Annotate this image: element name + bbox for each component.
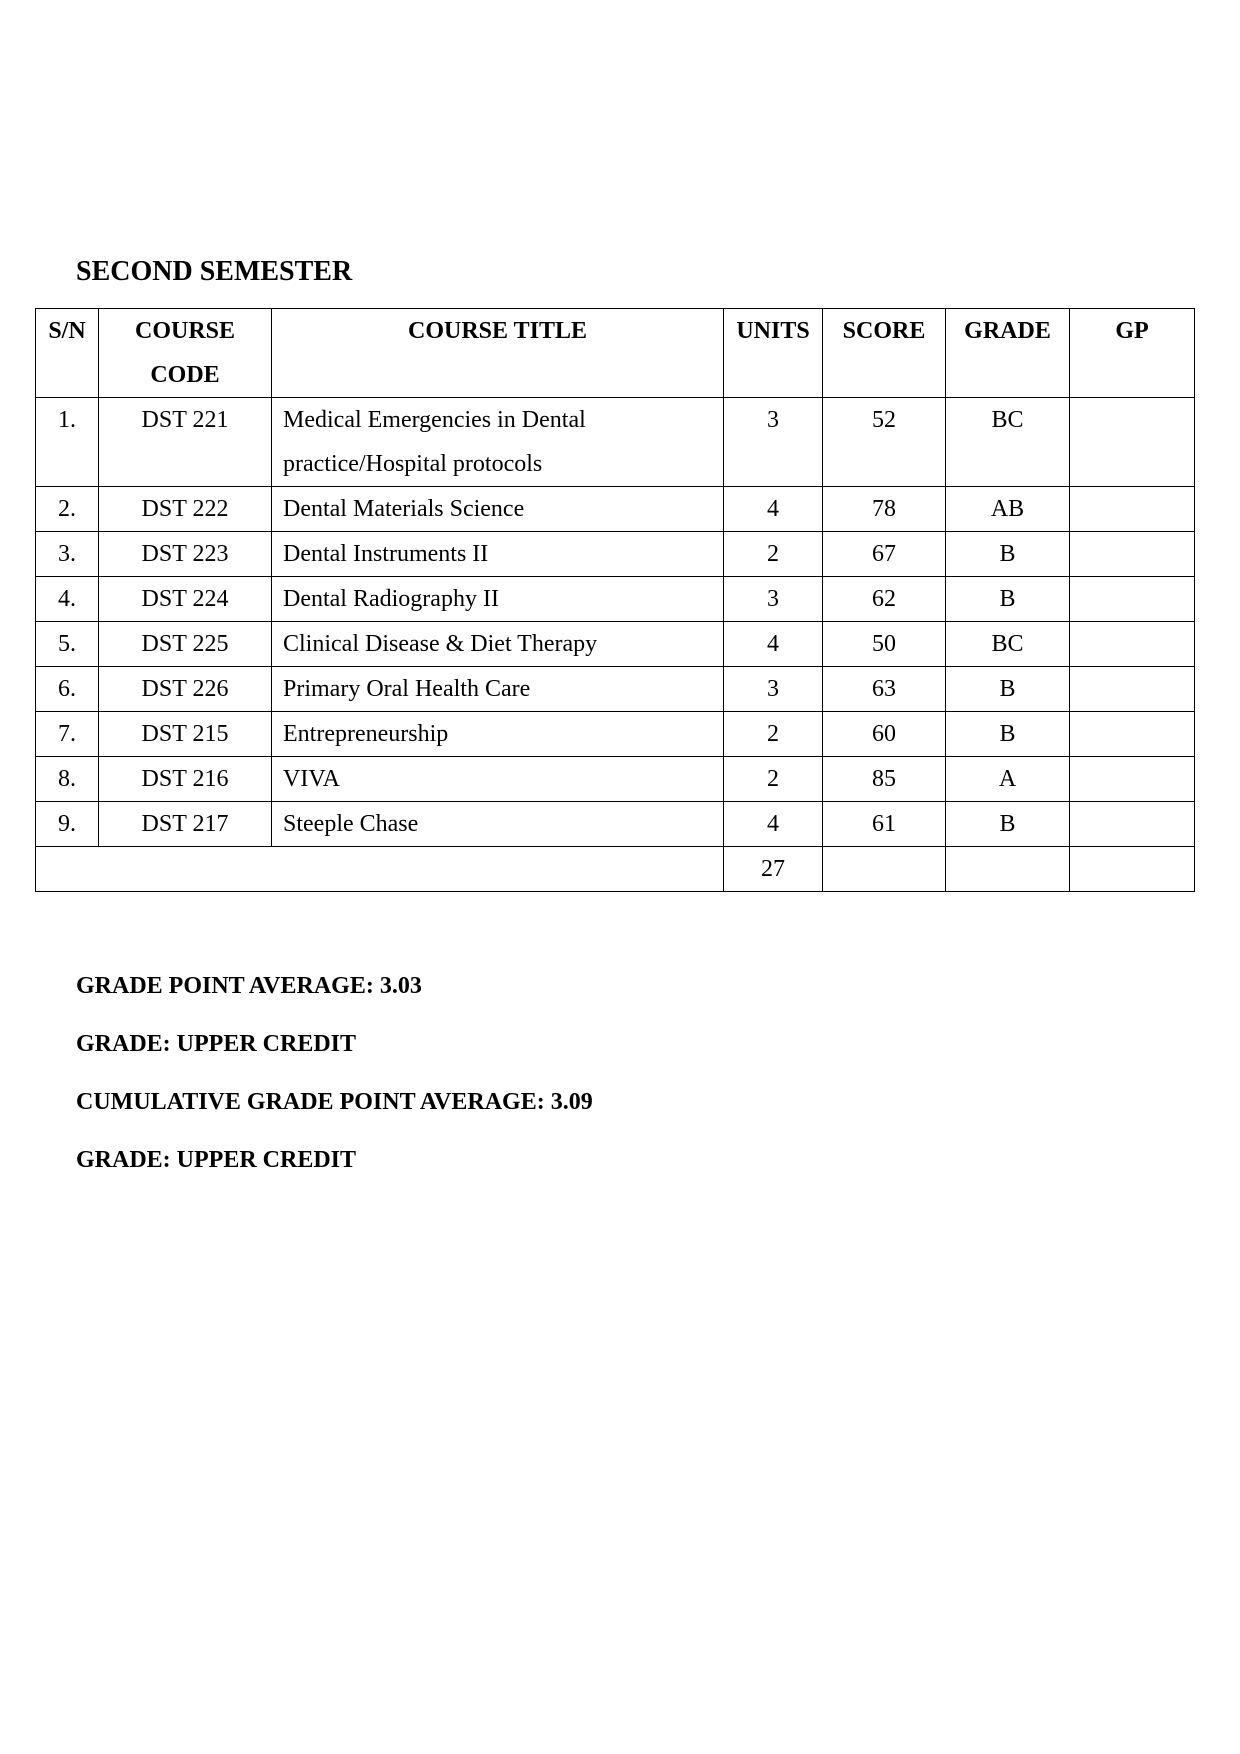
total-score-cell [823, 847, 946, 892]
row-gp [1070, 712, 1195, 757]
row-grade: AB [946, 487, 1070, 532]
row-course-title: Clinical Disease & Diet Therapy [272, 622, 724, 667]
row-sn: 8. [36, 757, 99, 802]
row-units: 2 [724, 532, 823, 577]
row-course-title: Steeple Chase [272, 802, 724, 847]
row-units: 2 [724, 757, 823, 802]
row-score: 85 [823, 757, 946, 802]
row-course-code: DST 223 [99, 532, 272, 577]
gpa-line: GRADE POINT AVERAGE: 3.03 [76, 973, 422, 999]
results-table [35, 308, 1195, 892]
row-units: 4 [724, 802, 823, 847]
row-gp [1070, 532, 1195, 577]
row-units: 4 [724, 622, 823, 667]
row-grade: B [946, 802, 1070, 847]
header-row [36, 309, 1195, 398]
table-row [36, 712, 1195, 757]
row-sn: 7. [36, 712, 99, 757]
header-sn: S/N [36, 309, 99, 398]
table-row [36, 532, 1195, 577]
row-score: 52 [823, 398, 946, 487]
header-course-title: COURSE TITLE [272, 309, 724, 398]
row-course-code: DST 216 [99, 757, 272, 802]
row-sn: 4. [36, 577, 99, 622]
row-sn: 2. [36, 487, 99, 532]
row-grade: B [946, 712, 1070, 757]
semester-heading: SECOND SEMESTER [76, 256, 353, 287]
total-row [36, 847, 1195, 892]
row-course-title: Medical Emergencies in Dental practice/Hospital protocols [272, 398, 724, 487]
row-sn: 5. [36, 622, 99, 667]
row-course-code: DST 222 [99, 487, 272, 532]
row-gp [1070, 487, 1195, 532]
row-course-code: DST 225 [99, 622, 272, 667]
row-grade: B [946, 667, 1070, 712]
row-sn: 9. [36, 802, 99, 847]
row-grade: BC [946, 622, 1070, 667]
row-course-code: DST 221 [99, 398, 272, 487]
row-units: 3 [724, 667, 823, 712]
row-score: 67 [823, 532, 946, 577]
row-course-code: DST 217 [99, 802, 272, 847]
row-gp [1070, 622, 1195, 667]
table-row [36, 622, 1195, 667]
total-gp-cell [1070, 847, 1195, 892]
header-score: SCORE [823, 309, 946, 398]
row-score: 63 [823, 667, 946, 712]
row-units: 3 [724, 398, 823, 487]
row-course-title: Entrepreneurship [272, 712, 724, 757]
row-course-code: DST 224 [99, 577, 272, 622]
row-course-title: Dental Radiography II [272, 577, 724, 622]
row-gp [1070, 802, 1195, 847]
row-grade: BC [946, 398, 1070, 487]
row-units: 4 [724, 487, 823, 532]
total-units: 27 [724, 847, 823, 892]
row-course-code: DST 226 [99, 667, 272, 712]
row-course-title: Primary Oral Health Care [272, 667, 724, 712]
row-course-code: DST 215 [99, 712, 272, 757]
row-units: 2 [724, 712, 823, 757]
total-label-cell [36, 847, 724, 892]
table-row [36, 802, 1195, 847]
row-course-title: Dental Materials Science [272, 487, 724, 532]
grade-line-1: GRADE: UPPER CREDIT [76, 1031, 357, 1057]
row-gp [1070, 577, 1195, 622]
header-units: UNITS [724, 309, 823, 398]
header-course-code: COURSE CODE [99, 309, 272, 398]
row-grade: A [946, 757, 1070, 802]
row-gp [1070, 667, 1195, 712]
total-grade-cell [946, 847, 1070, 892]
row-sn: 6. [36, 667, 99, 712]
row-score: 78 [823, 487, 946, 532]
row-sn: 3. [36, 532, 99, 577]
row-units: 3 [724, 577, 823, 622]
header-gp: GP [1070, 309, 1195, 398]
table-row [36, 667, 1195, 712]
row-grade: B [946, 532, 1070, 577]
row-gp [1070, 757, 1195, 802]
row-score: 60 [823, 712, 946, 757]
table-row [36, 577, 1195, 622]
row-course-title: VIVA [272, 757, 724, 802]
header-grade: GRADE [946, 309, 1070, 398]
row-score: 62 [823, 577, 946, 622]
row-gp [1070, 398, 1195, 487]
row-course-title: Dental Instruments II [272, 532, 724, 577]
table-row [36, 757, 1195, 802]
cgpa-line: CUMULATIVE GRADE POINT AVERAGE: 3.09 [76, 1089, 593, 1115]
row-score: 61 [823, 802, 946, 847]
table-row [36, 398, 1195, 487]
row-score: 50 [823, 622, 946, 667]
grade-line-2: GRADE: UPPER CREDIT [76, 1147, 357, 1173]
row-grade: B [946, 577, 1070, 622]
table-row [36, 487, 1195, 532]
row-sn: 1. [36, 398, 99, 487]
